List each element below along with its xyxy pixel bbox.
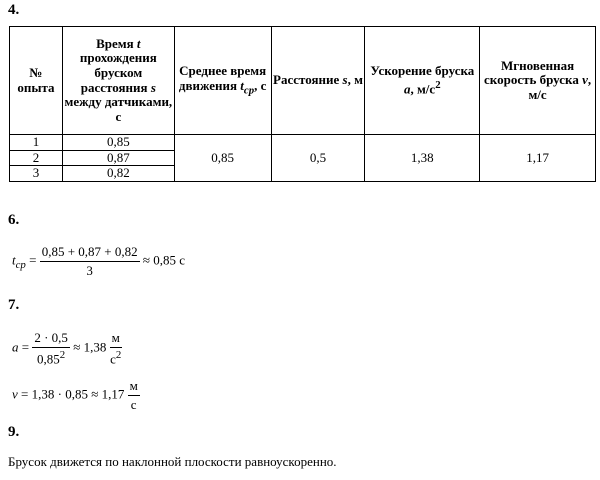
header-average-time: Среднее время движения $t_{ср}$, с [174,27,271,135]
results-table [9,26,596,182]
velocity-unit: $\frac{м}{с}$ [129,378,138,412]
section-4-number: 4. [8,2,20,18]
time-cell: 0,85 [62,135,174,151]
average-time-cell: 0,85 [174,135,271,182]
header-experiment-number: № опыта [10,27,63,135]
average-time-formula: $t_{ср}$ = $\frac{0,85 + 0,87 + 0,82}{3}$ ≈ 0,85 с [12,244,186,278]
table-row [10,135,596,151]
header-acceleration: Ускорение бруска a, $м/с^2$ [365,27,480,135]
section-6-number: 6. [8,212,20,228]
distance-cell: 0,5 [271,135,365,182]
experiment-number-cell: 3 [10,166,63,182]
acceleration-fraction: $\frac{2 \cdot 0,5}{0,85^2}$ [34,330,68,367]
time-cell: 0,82 [62,166,174,182]
experiment-number-cell: 2 [10,150,63,166]
time-cell: 0,87 [62,150,174,166]
velocity-cell: 1,17 [480,135,596,182]
acceleration-cell: 1,38 [365,135,480,182]
header-distance: Расстояние s, м [271,27,365,135]
header-velocity: Мгновенная скорость бруска v, м/с [480,27,596,135]
experiment-number-cell: 1 [10,135,63,151]
average-time-fraction: $\frac{0,85 + 0,87 + 0,82}{3}$ [41,244,138,278]
header-time: Время t прохождения бруском расстояния s между датчиками, с [62,27,174,135]
section-7-number: 7. [8,297,20,313]
acceleration-formula: a = $\frac{2 \cdot 0,5}{0,85^2}$ ≈ 1,38 $\frac{м}{с^2}$ [12,330,122,367]
table-header-row [10,27,596,135]
acceleration-unit: $\frac{м}{с^2}$ [110,330,122,367]
section-9-number: 9. [8,424,20,440]
velocity-formula: v = 1,38 · 0,85 ≈ 1,17 $\frac{м}{с}$ [12,378,138,412]
conclusion-text: Брусок движется по наклонной плоскости равноускоренно. [8,454,337,469]
